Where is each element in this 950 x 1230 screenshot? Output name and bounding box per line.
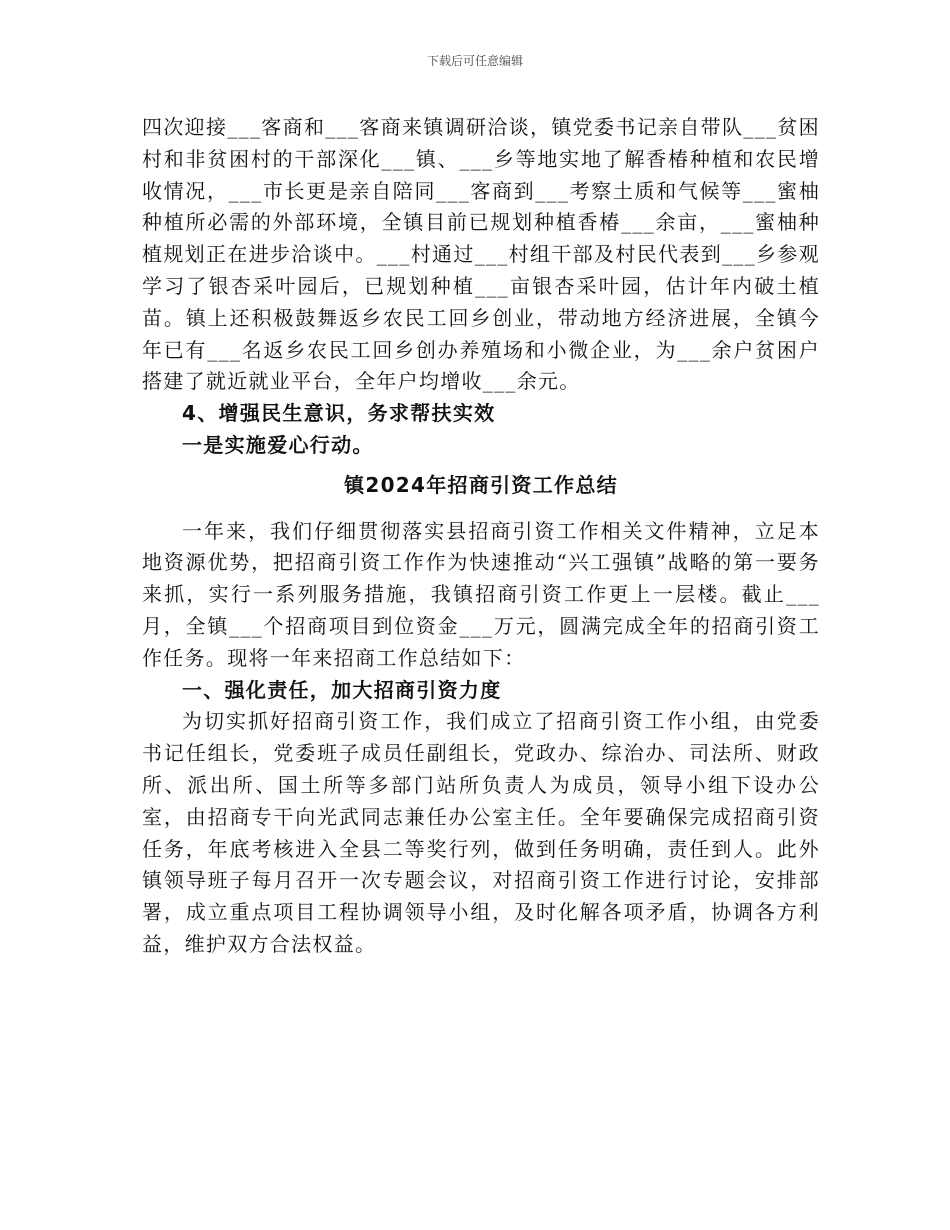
paragraph-intro: 一年来，我们仔细贯彻落实县招商引资工作相关文件精神，立足本地资源优势，把招商引资工作作为快速推动“兴工强镇”战略的第一要务来抓，实行一系列服务措施，我镇招商引资工作更上一层楼。截止___月，全镇___个招商项目到位资金___万元，圆满完成全年的招商引资工作任务。现将一年来招商工作总结如下： xyxy=(142,518,820,670)
section-heading-responsibility: 一、强化责任，加大招商引资力度 xyxy=(182,677,502,702)
subheading-love-action: 一是实施爱心行动。 xyxy=(182,432,374,457)
document-body xyxy=(142,112,820,961)
section-heading-livelihood: 4、增强民生意识，务求帮扶实效 xyxy=(182,401,496,426)
page-header: 下载后可任意编辑 xyxy=(426,54,523,68)
document-title: 镇2024年招商引资工作总结 xyxy=(344,472,618,497)
paragraph-working-group: 为切实抓好招商引资工作，我们成立了招商引资工作小组，由党委书记任组长，党委班子成员任副组长，党政办、综治办、司法所、财政所、派出所、国土所等多部门站所负责人为成员，领导小组下设办公室，由招商专干向光武同志兼任办公室主任。全年要确保完成招商引资任务，年底考核进入全县二等奖行列，做到任务明确，责任到人。此外镇领导班子每月召开一次专题会议，对招商引资工作进行讨论，安排部署，成立重点项目工程协调领导小组，及时化解各项矛盾，协调各方利益，维护双方合法权益。 xyxy=(142,709,820,956)
paragraph-investment-visits: 四次迎接___客商和___客商来镇调研洽谈，镇党委书记亲自带队___贫困村和非贫困村的干部深化___镇、___乡等地实地了解香椿种植和农民增收情况，___市长更是亲自陪同___客商到___考察土质和气候等___蜜柚种植所必需的外部环境，全镇目前已规划种植香椿___余亩，___蜜柚种植规划正在进步洽谈中。___村通过___村组干部及村民代表到___乡参观学习了银杏采叶园后，已规划种植___亩银杏采叶园，估计年内破土植苗。镇上还积极鼓舞返乡农民工回乡创业，带动地方经济进展，全镇今年已有___名返乡农民工回乡创办养殖场和小微企业，为___余户贫困户搭建了就近就业平台，全年户均增收___余元。 xyxy=(142,115,820,394)
